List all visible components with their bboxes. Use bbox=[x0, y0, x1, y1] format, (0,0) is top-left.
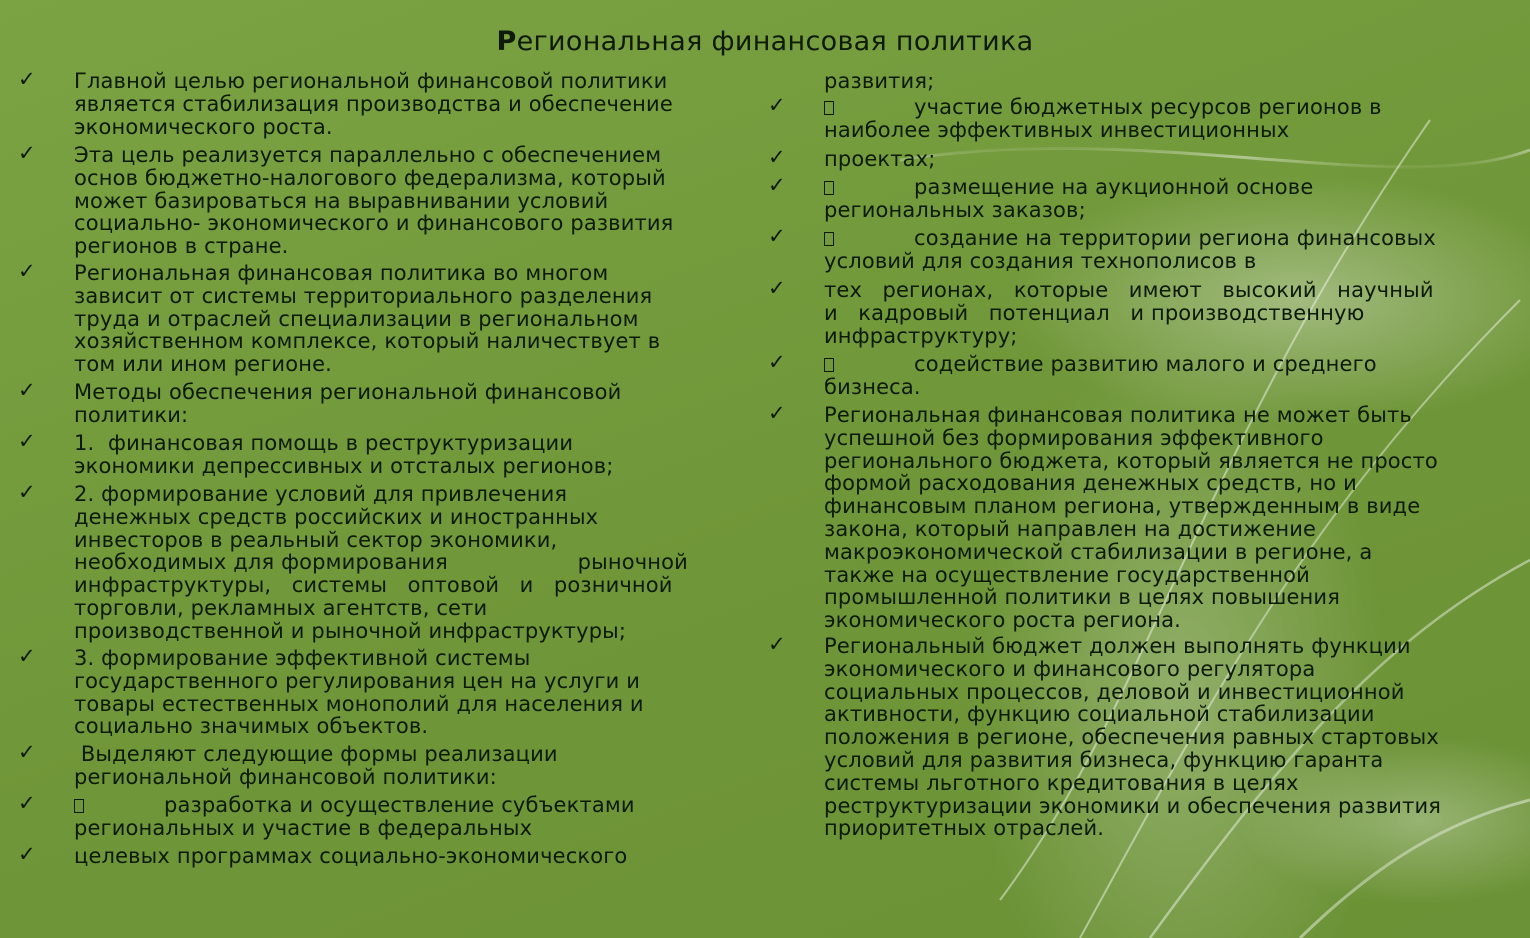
list-item-line: макроэкономической стабилизации в регионе, а bbox=[824, 539, 1373, 564]
list-item-line: Региональная финансовая политика не может быть bbox=[824, 403, 1412, 427]
list-item-line: создание на территории региона финансовых bbox=[824, 227, 1436, 250]
list-item-line: участие бюджетных ресурсов регионов в bbox=[824, 96, 1382, 119]
list-item-line: формой расходования денежных средств, но и bbox=[824, 471, 1357, 496]
list-item-line: бизнеса. bbox=[824, 374, 921, 399]
list-item-line: регионального бюджета, который является не просто bbox=[824, 448, 1438, 473]
list-item-line: 2. формирование условий для привлечения bbox=[74, 482, 568, 506]
list-item-line: и кадровый потенциал и производственную bbox=[824, 300, 1365, 325]
list-item-line: промышленной политики в целях повышения bbox=[824, 585, 1341, 610]
checkmark-icon: ✓ bbox=[768, 350, 786, 374]
list-item-line: успешной без формирования эффективного bbox=[824, 425, 1324, 450]
list-item-line: основ бюджетно-налогового федерализма, который bbox=[74, 165, 666, 190]
checkmark-icon: ✓ bbox=[768, 632, 786, 656]
list-item-line: социально значимых объектов. bbox=[74, 714, 429, 739]
checkmark-icon: ✓ bbox=[768, 224, 786, 248]
list-item-line: тех регионах, которые имеют высокий научный bbox=[824, 278, 1434, 302]
checkmark-icon: ✓ bbox=[768, 401, 786, 425]
list-item-line: целевых программах социально-экономического bbox=[74, 844, 628, 868]
list-item-line: может базироваться на выравнивании условий bbox=[74, 188, 609, 213]
list-item-line: экономического роста. bbox=[74, 114, 333, 139]
list-item-line: проектах; bbox=[824, 147, 936, 171]
list-item-line: Методы обеспечения региональной финансовой bbox=[74, 380, 622, 404]
list-item-line: приоритетных отраслей. bbox=[824, 816, 1105, 841]
checkmark-icon: ✓ bbox=[768, 145, 786, 169]
list-item-line: закона, который направлен на достижение bbox=[824, 517, 1317, 541]
list-item-line: условий для создания технополисов в bbox=[824, 248, 1257, 273]
missing-glyph-icon bbox=[74, 799, 84, 813]
list-item-line: региональных заказов; bbox=[824, 197, 1086, 222]
list-item-line: социально- экономического и финансового развития bbox=[74, 211, 674, 236]
checkmark-icon: ✓ bbox=[18, 259, 36, 283]
list-item-line: том или ином регионе. bbox=[74, 352, 332, 377]
checkmark-icon: ✓ bbox=[18, 378, 36, 402]
list-item-line: Региональная финансовая политика во многом bbox=[74, 261, 609, 285]
checkmark-icon: ✓ bbox=[18, 644, 36, 668]
list-item-line: 3. формирование эффективной системы bbox=[74, 646, 531, 670]
list-item-line: региональных и участие в федеральных bbox=[74, 815, 533, 840]
list-item-line: зависит от системы территориального разделения bbox=[74, 283, 653, 308]
list-item-line: товары естественных монополий для населения и bbox=[74, 691, 644, 716]
checkmark-icon: ✓ bbox=[18, 791, 36, 815]
title-rest: егиональная финансовая политика bbox=[516, 26, 1034, 57]
continuation-line: развития; bbox=[824, 69, 935, 93]
checkmark-icon: ✓ bbox=[768, 276, 786, 300]
list-item-line: торговли, рекламных агентств, сети bbox=[74, 596, 488, 620]
checkmark-icon: ✓ bbox=[18, 740, 36, 764]
list-item-line: разработка и осуществление субъектами bbox=[74, 794, 635, 817]
list-item-line: условий для развития бизнеса, функцию гаранта bbox=[824, 748, 1384, 772]
list-item-line: экономики депрессивных и отсталых регионов; bbox=[74, 453, 614, 478]
list-item-line: регионов в стране. bbox=[74, 234, 289, 259]
page-title bbox=[0, 26, 1530, 58]
list-item-line: производственной и рыночной инфраструктуры; bbox=[74, 618, 627, 643]
missing-glyph-icon bbox=[824, 101, 834, 115]
missing-glyph-icon bbox=[824, 232, 834, 246]
checkmark-icon: ✓ bbox=[768, 93, 786, 117]
list-item-line: Эта цель реализуется параллельно с обеспечением bbox=[74, 143, 662, 167]
list-item-line: труда и отраслей специализации в региональном bbox=[74, 306, 639, 331]
list-item-line: необходимых для формирования рыночной bbox=[74, 550, 688, 575]
list-item-line: социальных процессов, деловой и инвестиционной bbox=[824, 679, 1405, 704]
list-item-line: активности, функцию социальной стабилизации bbox=[824, 702, 1375, 727]
list-item-line: региональной финансовой политики: bbox=[74, 764, 497, 789]
checkmark-icon: ✓ bbox=[18, 480, 36, 504]
list-item-line: является стабилизация производства и обеспечение bbox=[74, 91, 673, 116]
list-item-line: системы льготного кредитования в целях bbox=[824, 770, 1299, 795]
list-item-line: политики: bbox=[74, 402, 189, 427]
checkmark-icon: ✓ bbox=[18, 842, 36, 866]
list-item-line: инфраструктуру; bbox=[824, 323, 1018, 348]
list-item-line: положения в регионе, обеспечения равных стартовых bbox=[824, 725, 1439, 750]
list-item-line: реструктуризации экономики и обеспечения развития bbox=[824, 793, 1442, 818]
list-item-line: инвесторов в реальный сектор экономики, bbox=[74, 527, 558, 552]
checkmark-icon: ✓ bbox=[18, 429, 36, 453]
checkmark-icon: ✓ bbox=[18, 67, 36, 91]
missing-glyph-icon bbox=[824, 181, 834, 195]
list-item-line: Региональный бюджет должен выполнять функции bbox=[824, 634, 1411, 658]
checkmark-icon: ✓ bbox=[18, 141, 36, 165]
list-item-line: содействие развитию малого и среднего bbox=[824, 353, 1377, 376]
list-item-line: экономического и финансового регулятора bbox=[824, 656, 1316, 681]
missing-glyph-icon bbox=[824, 358, 834, 372]
checkmark-icon: ✓ bbox=[768, 173, 786, 197]
title-first-letter: Р bbox=[496, 26, 517, 57]
list-item-line: наиболее эффективных инвестиционных bbox=[824, 117, 1290, 142]
list-item-line: 1. финансовая помощь в реструктуризации bbox=[74, 431, 574, 455]
list-item-line: финансовым планом региона, утвержденным в виде bbox=[824, 494, 1421, 519]
list-item-line: экономического роста региона. bbox=[824, 608, 1181, 633]
list-item-line: денежных средств российских и иностранных bbox=[74, 504, 599, 529]
list-item-line: размещение на аукционной основе bbox=[824, 176, 1313, 199]
list-item-line: государственного регулирования цен на услуги и bbox=[74, 668, 641, 693]
list-item-line: инфраструктуры, системы оптовой и розничной bbox=[74, 573, 673, 598]
list-item-line: Главной целью региональной финансовой политики bbox=[74, 69, 668, 93]
list-item-line: также на осуществление государственной bbox=[824, 562, 1310, 587]
list-item-line: хозяйственном комплексе, который наличествует в bbox=[74, 329, 661, 354]
list-item-line: Выделяют следующие формы реализации bbox=[74, 742, 558, 766]
